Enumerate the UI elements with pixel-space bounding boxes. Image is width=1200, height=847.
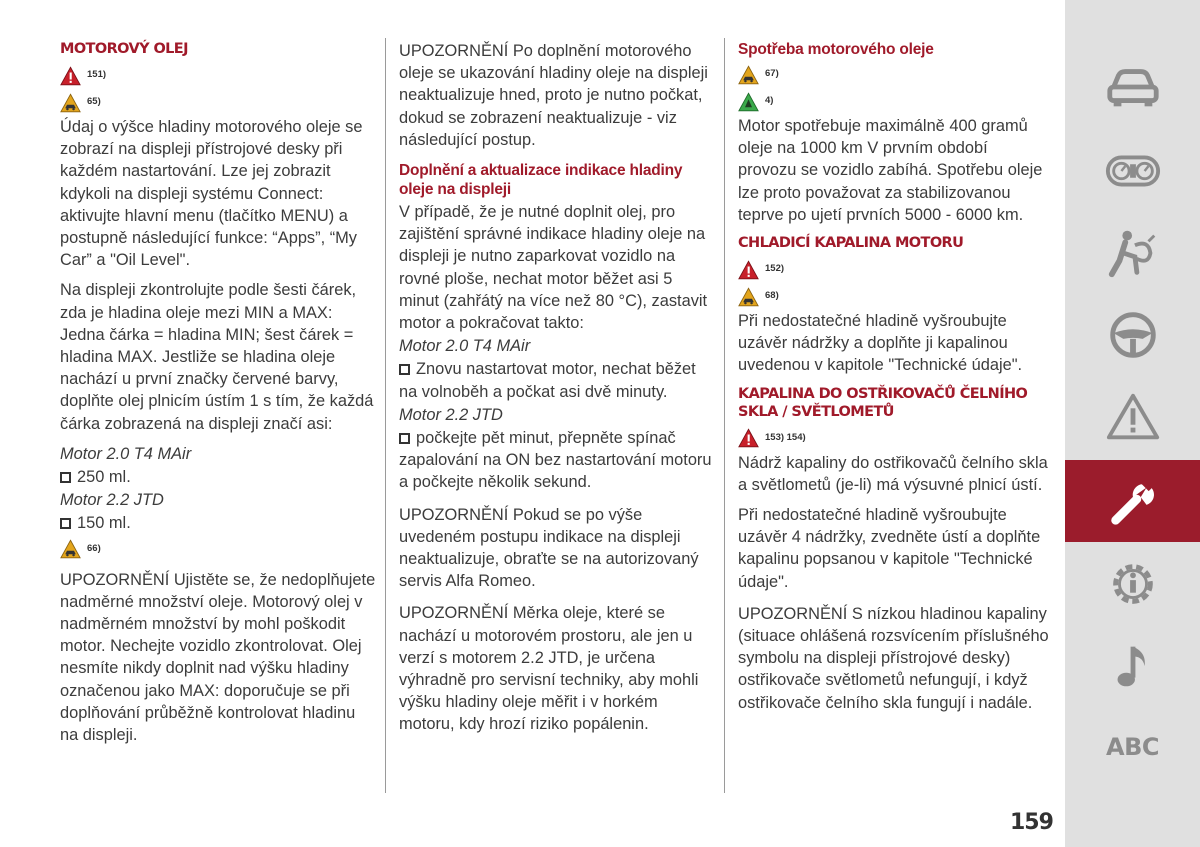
sidebar-item-maintenance[interactable]	[1065, 460, 1200, 542]
warning-reference[interactable]	[738, 425, 1050, 452]
subsection-title: Spotřeba motorového oleje	[738, 41, 934, 58]
paragraph: V případě, že je nutné doplnit olej, pro zajištění správné indikace hladiny oleje na displeji je nutno zaparkovat vozidlo na rovné ploše, nechat motor běžet asi 5 minut (zahřátý na více než 80 °C), zastavit motor a pokračovat takto:	[399, 203, 708, 333]
caution-reference[interactable]	[738, 61, 1050, 88]
caution-reference[interactable]	[60, 89, 378, 116]
warning-reference[interactable]	[60, 62, 378, 89]
environment-triangle-icon	[738, 92, 759, 112]
paragraph: Na displeji zkontrolujte podle šesti čárek, zda je hladina oleje mezi MIN a MAX: Jedna čárka = hladina MIN; šest čárek = hladina MAX. Jestliže se hladina oleje nachází u první značky červené barvy, doplňte olej plnicím ústím 1 s tím, že každá čárka zobrazená na displeji značí asi:	[60, 281, 374, 433]
sidebar-item-car[interactable]	[1065, 46, 1200, 128]
column-divider	[385, 38, 386, 793]
column-2	[399, 40, 714, 744]
sidebar-item-multimedia[interactable]	[1065, 625, 1200, 707]
sidebar-item-dashboard[interactable]	[1065, 130, 1200, 212]
sidebar-item-warnings[interactable]	[1065, 376, 1200, 458]
checkbox-bullet-icon	[399, 433, 410, 444]
paragraph: UPOZORNĚNÍ S nízkou hladinou kapaliny (situace ohlášená rozsvícením příslušného symbolu na displeji přístrojové desky) ostřikovače světlometů nefungují, i když ostřikovače čelního skla fungují i nadále.	[738, 604, 1049, 712]
column-3	[738, 40, 1050, 722]
paragraph: UPOZORNĚNÍ Ujistěte se, že nedoplňujete nadměrné množství oleje. Motorový olej v nadměrném množství by mohl poškodit motor. Nechejte vozidlo zkontrolovat. Olej nesmíte nikdy doplnit nad výšku hladiny označenou jako MAX: doporučuje se při doplňování průběžně kontrolovat hladinu na displeji.	[60, 570, 376, 745]
section-title-coolant: CHLADICÍ KAPALINA MOTORU	[738, 235, 964, 252]
list-item	[399, 427, 714, 494]
paragraph: Motor spotřebuje maximálně 400 gramů oleje na 1000 km V prvním období provozu se vozidlo zabíhá. Spotřebu oleje lze proto považovat za stabilizovanou teprve po ujetí prvních 5000 - 6000 km.	[738, 117, 1043, 224]
danger-triangle-icon	[738, 260, 759, 280]
step-text: Znovu nastartovat motor, nechat běžet na volnoběh a počkat asi dvě minuty.	[399, 360, 696, 401]
sidebar-item-technical-data[interactable]	[1065, 543, 1200, 625]
reference-number: 153) 154)	[765, 432, 806, 444]
paragraph: UPOZORNĚNÍ Pokud se po výše uvedeném postupu indikace na displeji neaktualizuje, obraťte se na autorizovaný servis Alfa Romeo.	[399, 505, 699, 591]
column-divider	[724, 38, 725, 793]
danger-triangle-icon	[738, 428, 759, 448]
paragraph: UPOZORNĚNÍ Měrka oleje, které se nachází u motorovém prostoru, ale jen u verzí s motorem 2.2 JTD, je určena výhradně pro servisní techniky, aby mohli výšku hladiny oleje měřit i v horkém motoru, kdy hrozí riziko popálenin.	[399, 604, 699, 734]
danger-triangle-icon	[60, 66, 81, 86]
reference-number: 68)	[765, 290, 779, 302]
subsection-title: Doplnění a aktualizace indikace hladiny oleje na displeji	[399, 162, 683, 199]
reference-number: 66)	[87, 543, 101, 555]
reference-number: 67)	[765, 68, 779, 80]
paragraph: UPOZORNĚNÍ Po doplnění motorového oleje se ukazování hladiny oleje na displeji neaktualizuje hned, proto je nutno počkat, dokud se zobrazení neaktualizuje - viz následující postup.	[399, 42, 708, 149]
caution-car-icon	[738, 287, 759, 307]
reference-number: 151)	[87, 69, 107, 81]
caution-reference[interactable]	[60, 536, 378, 563]
engine-label: Motor 2.2 JTD	[399, 405, 503, 424]
steering-wheel-icon	[1104, 309, 1162, 361]
engine-label: Motor 2.0 T4 MAir	[399, 337, 531, 356]
warning-reference[interactable]	[738, 256, 1050, 283]
chapter-sidebar	[1065, 0, 1200, 847]
caution-reference[interactable]	[738, 283, 1050, 310]
checkbox-bullet-icon	[60, 518, 71, 529]
paragraph: Nádrž kapaliny do ostřikovačů čelního skla a světlometů (je-li) má výsuvné plnicí ústí.	[738, 453, 1048, 494]
dashboard-icon	[1104, 145, 1162, 197]
environment-reference[interactable]	[738, 88, 1050, 115]
sidebar-item-driving[interactable]	[1065, 294, 1200, 376]
engine-label: Motor 2.0 T4 MAir	[60, 444, 192, 463]
car-icon	[1104, 61, 1162, 113]
column-1	[60, 40, 378, 754]
oil-amount: 150 ml.	[77, 514, 131, 533]
paragraph: Při nedostatečné hladině vyšroubujte uzávěr 4 nádržky, zvedněte ústí a doplňte kapalinu popsanou v kapitole "Technické údaje".	[738, 506, 1041, 591]
index-label: ABC	[1106, 733, 1159, 761]
list-item	[60, 512, 378, 534]
engine-label: Motor 2.2 JTD	[60, 491, 164, 510]
list-item	[399, 358, 714, 402]
info-gear-icon	[1104, 558, 1162, 610]
paragraph: Údaj o výšce hladiny motorového oleje se zobrazí na displeji přístrojové desky při každém nastartování. Lze jej zobrazit kdykoli na displeji systému Connect: aktivujte hlavní menu (tlačítko MENU) a postupně následující funkce: “Apps”, “My Car” a "Oil Level".	[60, 118, 363, 270]
sidebar-item-safety[interactable]	[1065, 212, 1200, 294]
checkbox-bullet-icon	[399, 364, 410, 375]
music-note-icon	[1104, 640, 1162, 692]
reference-number: 4)	[765, 95, 774, 107]
caution-car-icon	[60, 93, 81, 113]
page-number: 159	[1010, 810, 1053, 835]
reference-number: 152)	[765, 263, 785, 275]
paragraph: Při nedostatečné hladině vyšroubujte uzávěr nádržky a doplňte ji kapalinou uvedenou v kapitole "Technické údaje".	[738, 312, 1023, 375]
checkbox-bullet-icon	[60, 472, 71, 483]
section-title-washer-fluid: KAPALINA DO OSTŘIKOVAČŮ ČELNÍHO SKLA / SVĚTLOMETŮ	[738, 385, 1028, 420]
reference-number: 65)	[87, 96, 101, 108]
section-title-engine-oil: MOTOROVÝ OLEJ	[60, 41, 188, 57]
oil-amount: 250 ml.	[77, 468, 131, 487]
airbag-icon	[1104, 227, 1162, 279]
wrench-icon	[1104, 475, 1162, 527]
step-text: počkejte pět minut, přepněte spínač zapalování na ON bez nastartování motoru a počkejte několik sekund.	[399, 429, 712, 492]
caution-car-icon	[60, 539, 81, 559]
list-item	[60, 466, 378, 488]
caution-car-icon	[738, 65, 759, 85]
warning-triangle-icon	[1104, 391, 1162, 443]
sidebar-item-index[interactable]	[1065, 706, 1200, 788]
